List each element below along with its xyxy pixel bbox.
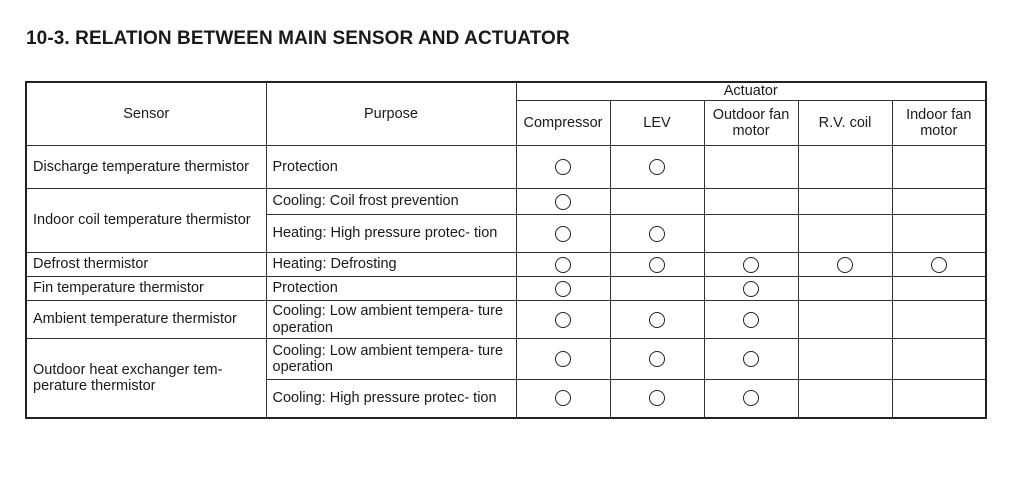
- mark-cell: [704, 189, 798, 215]
- circle-mark-icon: [555, 257, 571, 273]
- circle-mark-icon: [649, 351, 665, 367]
- mark-cell: [798, 277, 892, 301]
- purpose-cell: Heating: Defrosting: [266, 253, 516, 277]
- table-row: [26, 189, 986, 215]
- mark-cell: [516, 215, 610, 253]
- table-body: [26, 146, 986, 418]
- mark-cell: [704, 215, 798, 253]
- table-row: [26, 339, 986, 380]
- circle-mark-icon: [649, 159, 665, 175]
- circle-mark-icon: [743, 390, 759, 406]
- sensor-cell: Ambient temperature thermistor: [26, 301, 266, 339]
- actuator-group-header: Actuator: [516, 82, 986, 101]
- circle-mark-icon: [743, 257, 759, 273]
- mark-cell: [798, 380, 892, 418]
- sensor-actuator-table: [25, 81, 987, 419]
- sensor-cell: Fin temperature thermistor: [26, 277, 266, 301]
- actuator-header-indoor-fan-motor: Indoor fan motor: [892, 101, 986, 146]
- section-title: 10-3. RELATION BETWEEN MAIN SENSOR AND ACTUATOR: [26, 28, 570, 49]
- mark-cell: [610, 146, 704, 189]
- mark-cell: [610, 301, 704, 339]
- mark-cell: [892, 146, 986, 189]
- mark-cell: [704, 146, 798, 189]
- mark-cell: [892, 277, 986, 301]
- mark-cell: [610, 339, 704, 380]
- mark-cell: [892, 380, 986, 418]
- circle-mark-icon: [555, 159, 571, 175]
- actuator-header-outdoor-fan-motor: Outdoor fan motor: [704, 101, 798, 146]
- mark-cell: [516, 253, 610, 277]
- mark-cell: [516, 301, 610, 339]
- mark-cell: [516, 146, 610, 189]
- mark-cell: [704, 301, 798, 339]
- mark-cell: [892, 339, 986, 380]
- mark-cell: [610, 253, 704, 277]
- mark-cell: [516, 277, 610, 301]
- purpose-cell: Cooling: Low ambient tempera- ture operation: [266, 339, 516, 380]
- mark-cell: [798, 146, 892, 189]
- mark-cell: [798, 301, 892, 339]
- actuator-header-rv-coil: R.V. coil: [798, 101, 892, 146]
- purpose-cell: Cooling: High pressure protec- tion: [266, 380, 516, 418]
- circle-mark-icon: [555, 390, 571, 406]
- mark-cell: [610, 277, 704, 301]
- circle-mark-icon: [555, 226, 571, 242]
- table-row: [26, 277, 986, 301]
- mark-cell: [798, 339, 892, 380]
- table-row: [26, 301, 986, 339]
- mark-cell: [798, 189, 892, 215]
- mark-cell: [892, 189, 986, 215]
- purpose-cell: Protection: [266, 277, 516, 301]
- circle-mark-icon: [649, 226, 665, 242]
- mark-cell: [892, 215, 986, 253]
- purpose-cell: Heating: High pressure protec- tion: [266, 215, 516, 253]
- circle-mark-icon: [931, 257, 947, 273]
- mark-cell: [704, 253, 798, 277]
- circle-mark-icon: [743, 312, 759, 328]
- mark-cell: [704, 380, 798, 418]
- header-row-top: [26, 82, 986, 101]
- mark-cell: [892, 301, 986, 339]
- mark-cell: [798, 253, 892, 277]
- circle-mark-icon: [555, 351, 571, 367]
- table-row: [26, 146, 986, 189]
- sensor-cell: Indoor coil temperature thermistor: [26, 189, 266, 253]
- sensor-cell: Defrost thermistor: [26, 253, 266, 277]
- table-row: [26, 253, 986, 277]
- circle-mark-icon: [743, 281, 759, 297]
- sensor-column-header: Sensor: [26, 82, 266, 146]
- circle-mark-icon: [555, 312, 571, 328]
- mark-cell: [610, 215, 704, 253]
- mark-cell: [516, 339, 610, 380]
- purpose-column-header: Purpose: [266, 82, 516, 146]
- mark-cell: [892, 253, 986, 277]
- sensor-cell: Outdoor heat exchanger tem- perature thermistor: [26, 339, 266, 418]
- mark-cell: [516, 380, 610, 418]
- purpose-cell: Cooling: Coil frost prevention: [266, 189, 516, 215]
- purpose-cell: Protection: [266, 146, 516, 189]
- mark-cell: [704, 277, 798, 301]
- circle-mark-icon: [743, 351, 759, 367]
- mark-cell: [798, 215, 892, 253]
- purpose-cell: Cooling: Low ambient tempera- ture operation: [266, 301, 516, 339]
- circle-mark-icon: [555, 194, 571, 210]
- circle-mark-icon: [649, 390, 665, 406]
- actuator-header-compressor: Compressor: [516, 101, 610, 146]
- circle-mark-icon: [649, 312, 665, 328]
- actuator-header-lev: LEV: [610, 101, 704, 146]
- circle-mark-icon: [837, 257, 853, 273]
- mark-cell: [704, 339, 798, 380]
- mark-cell: [610, 380, 704, 418]
- circle-mark-icon: [555, 281, 571, 297]
- circle-mark-icon: [649, 257, 665, 273]
- mark-cell: [516, 189, 610, 215]
- sensor-cell: Discharge temperature thermistor: [26, 146, 266, 189]
- mark-cell: [610, 189, 704, 215]
